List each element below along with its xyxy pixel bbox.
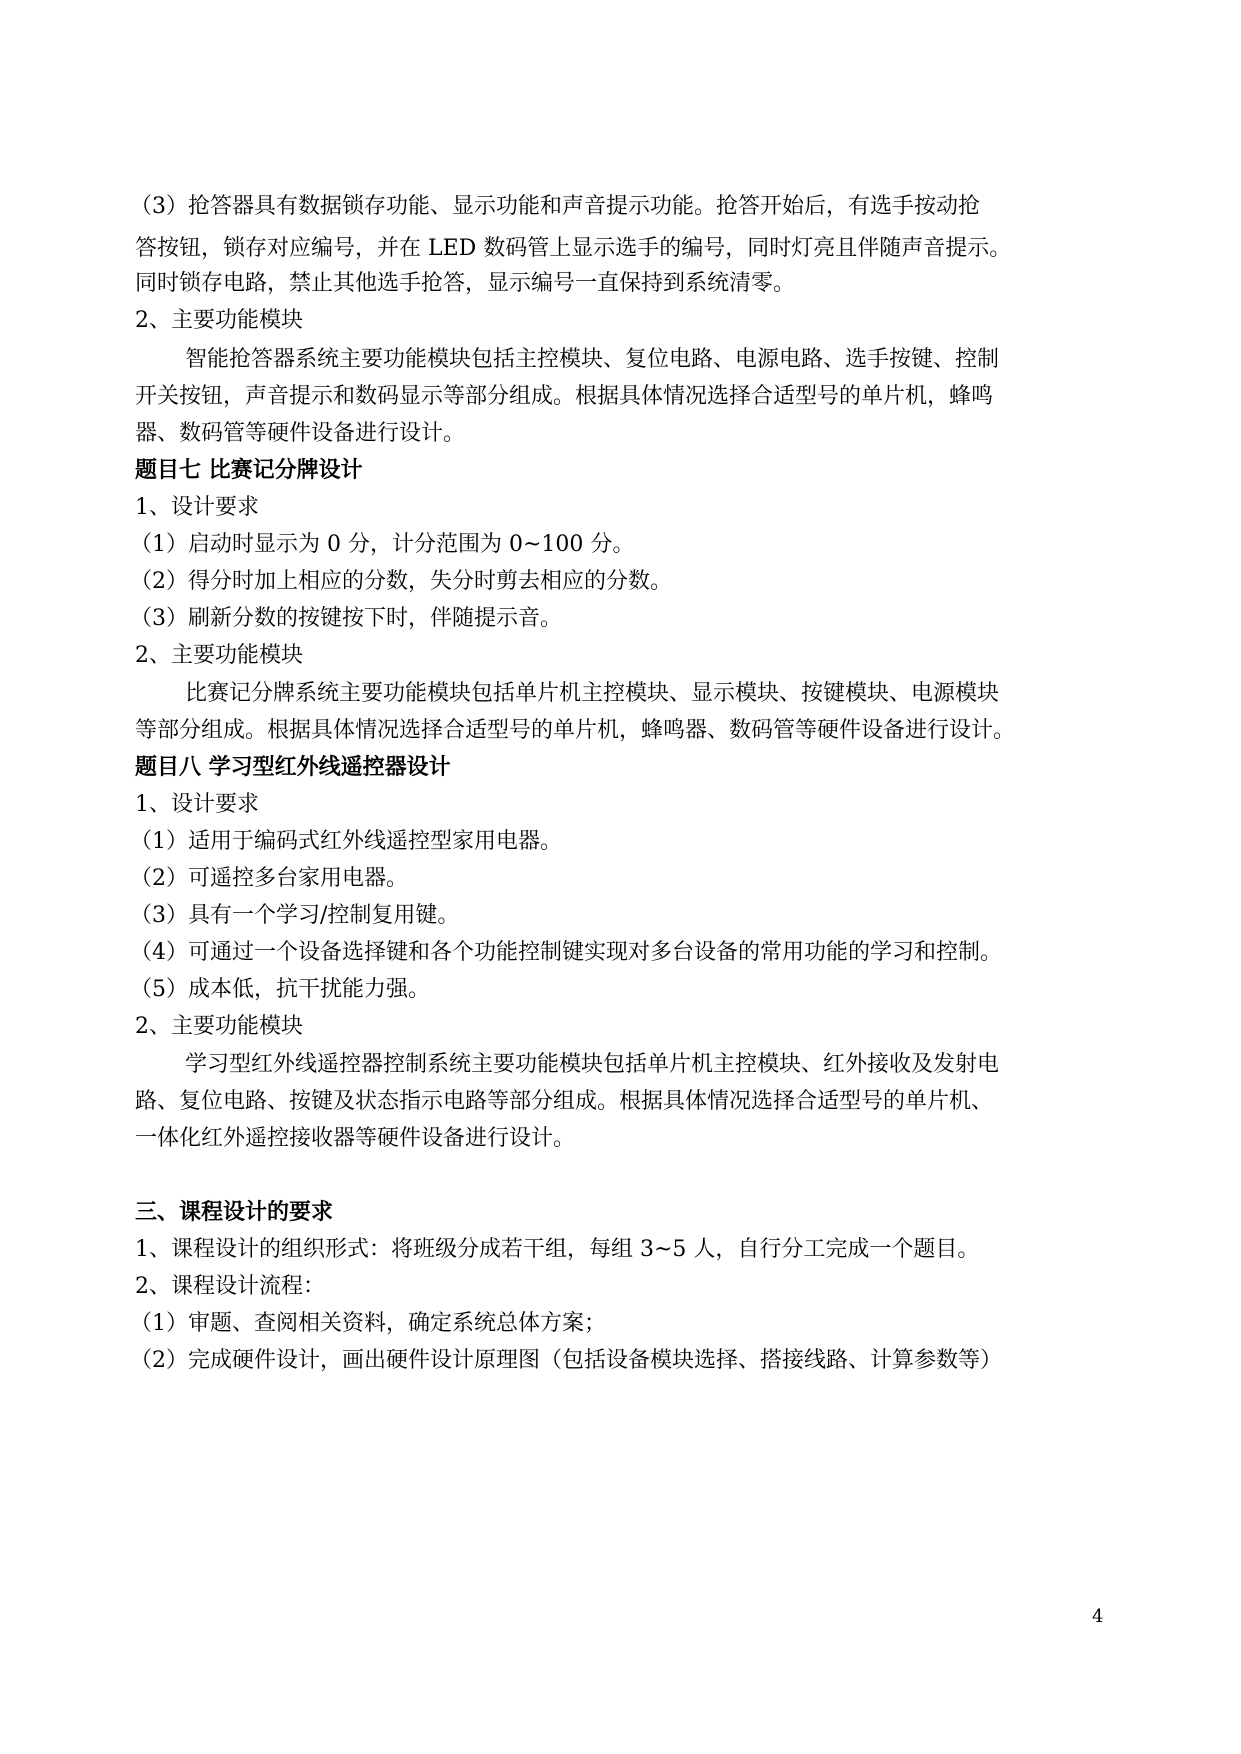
paragraph-line: 等部分组成。根据具体情况选择合适型号的单片机，蜂鸣器、数码管等硬件设备进行设计。 — [135, 718, 1016, 743]
list-item: （2）完成硬件设计，画出硬件设计原理图（包括设备模块选择、搭接线路、计算参数等） — [130, 1348, 1003, 1373]
subsection-heading: 1、设计要求 — [135, 495, 259, 520]
text-line: 同时锁存电路，禁止其他选手抢答，显示编号一直保持到系统清零。 — [135, 271, 796, 296]
subsection-heading: 2、主要功能模块 — [135, 308, 303, 333]
list-item: （1）启动时显示为 0 分，计分范围为 0~100 分。 — [130, 532, 635, 557]
text-line: 答按钮，锁存对应编号，并在 LED 数码管上显示选手的编号，同时灯亮且伴随声音提示。 — [135, 236, 1012, 261]
paragraph-line: 学习型红外线遥控器控制系统主要功能模块包括单片机主控模块、红外接收及发射电 — [185, 1052, 1000, 1077]
paragraph-line: 路、复位电路、按键及状态指示电路等部分组成。根据具体情况选择合适型号的单片机、 — [135, 1089, 994, 1114]
list-item: （4）可通过一个设备选择键和各个功能控制键实现对多台设备的常用功能的学习和控制。 — [130, 940, 1003, 965]
list-item: （1）审题、查阅相关资料，确定系统总体方案； — [130, 1311, 606, 1336]
text-line: （3）抢答器具有数据锁存功能、显示功能和声音提示功能。抢答开始后，有选手按动抢 — [130, 194, 980, 219]
list-item: （2）可遥控多台家用电器。 — [130, 866, 408, 891]
subsection-heading: 1、设计要求 — [135, 792, 259, 817]
topic-heading: 题目七 比赛记分牌设计 — [135, 458, 363, 483]
subsection-heading: 2、课程设计流程： — [135, 1274, 325, 1299]
list-item: （3）具有一个学习/控制复用键。 — [130, 903, 460, 928]
paragraph-line: 一体化红外遥控接收器等硬件设备进行设计。 — [135, 1126, 576, 1151]
section-heading: 三、课程设计的要求 — [135, 1200, 334, 1225]
paragraph-line: 智能抢答器系统主要功能模块包括主控模块、复位电路、电源电路、选手按键、控制 — [185, 347, 1000, 372]
paragraph-line: 开关按钮，声音提示和数码显示等部分组成。根据具体情况选择合适型号的单片机，蜂鸣 — [135, 384, 994, 409]
topic-heading: 题目八 学习型红外线遥控器设计 — [135, 755, 451, 780]
subsection-heading: 2、主要功能模块 — [135, 643, 303, 668]
list-item: （3）刷新分数的按键按下时，伴随提示音。 — [130, 606, 562, 631]
page-number: 4 — [1092, 1606, 1104, 1627]
paragraph-line: 器、数码管等硬件设备进行设计。 — [135, 421, 466, 446]
list-item: （1）适用于编码式红外线遥控型家用电器。 — [130, 829, 562, 854]
subsection-heading: 2、主要功能模块 — [135, 1014, 303, 1039]
list-item: （2）得分时加上相应的分数，失分时剪去相应的分数。 — [130, 569, 672, 594]
paragraph-line: 比赛记分牌系统主要功能模块包括单片机主控模块、显示模块、按键模块、电源模块 — [185, 681, 1000, 706]
list-item: （5）成本低，抗干扰能力强。 — [130, 977, 430, 1002]
paragraph-line: 1、课程设计的组织形式：将班级分成若干组，每组 3~5 人，自行分工完成一个题目。 — [135, 1237, 980, 1262]
